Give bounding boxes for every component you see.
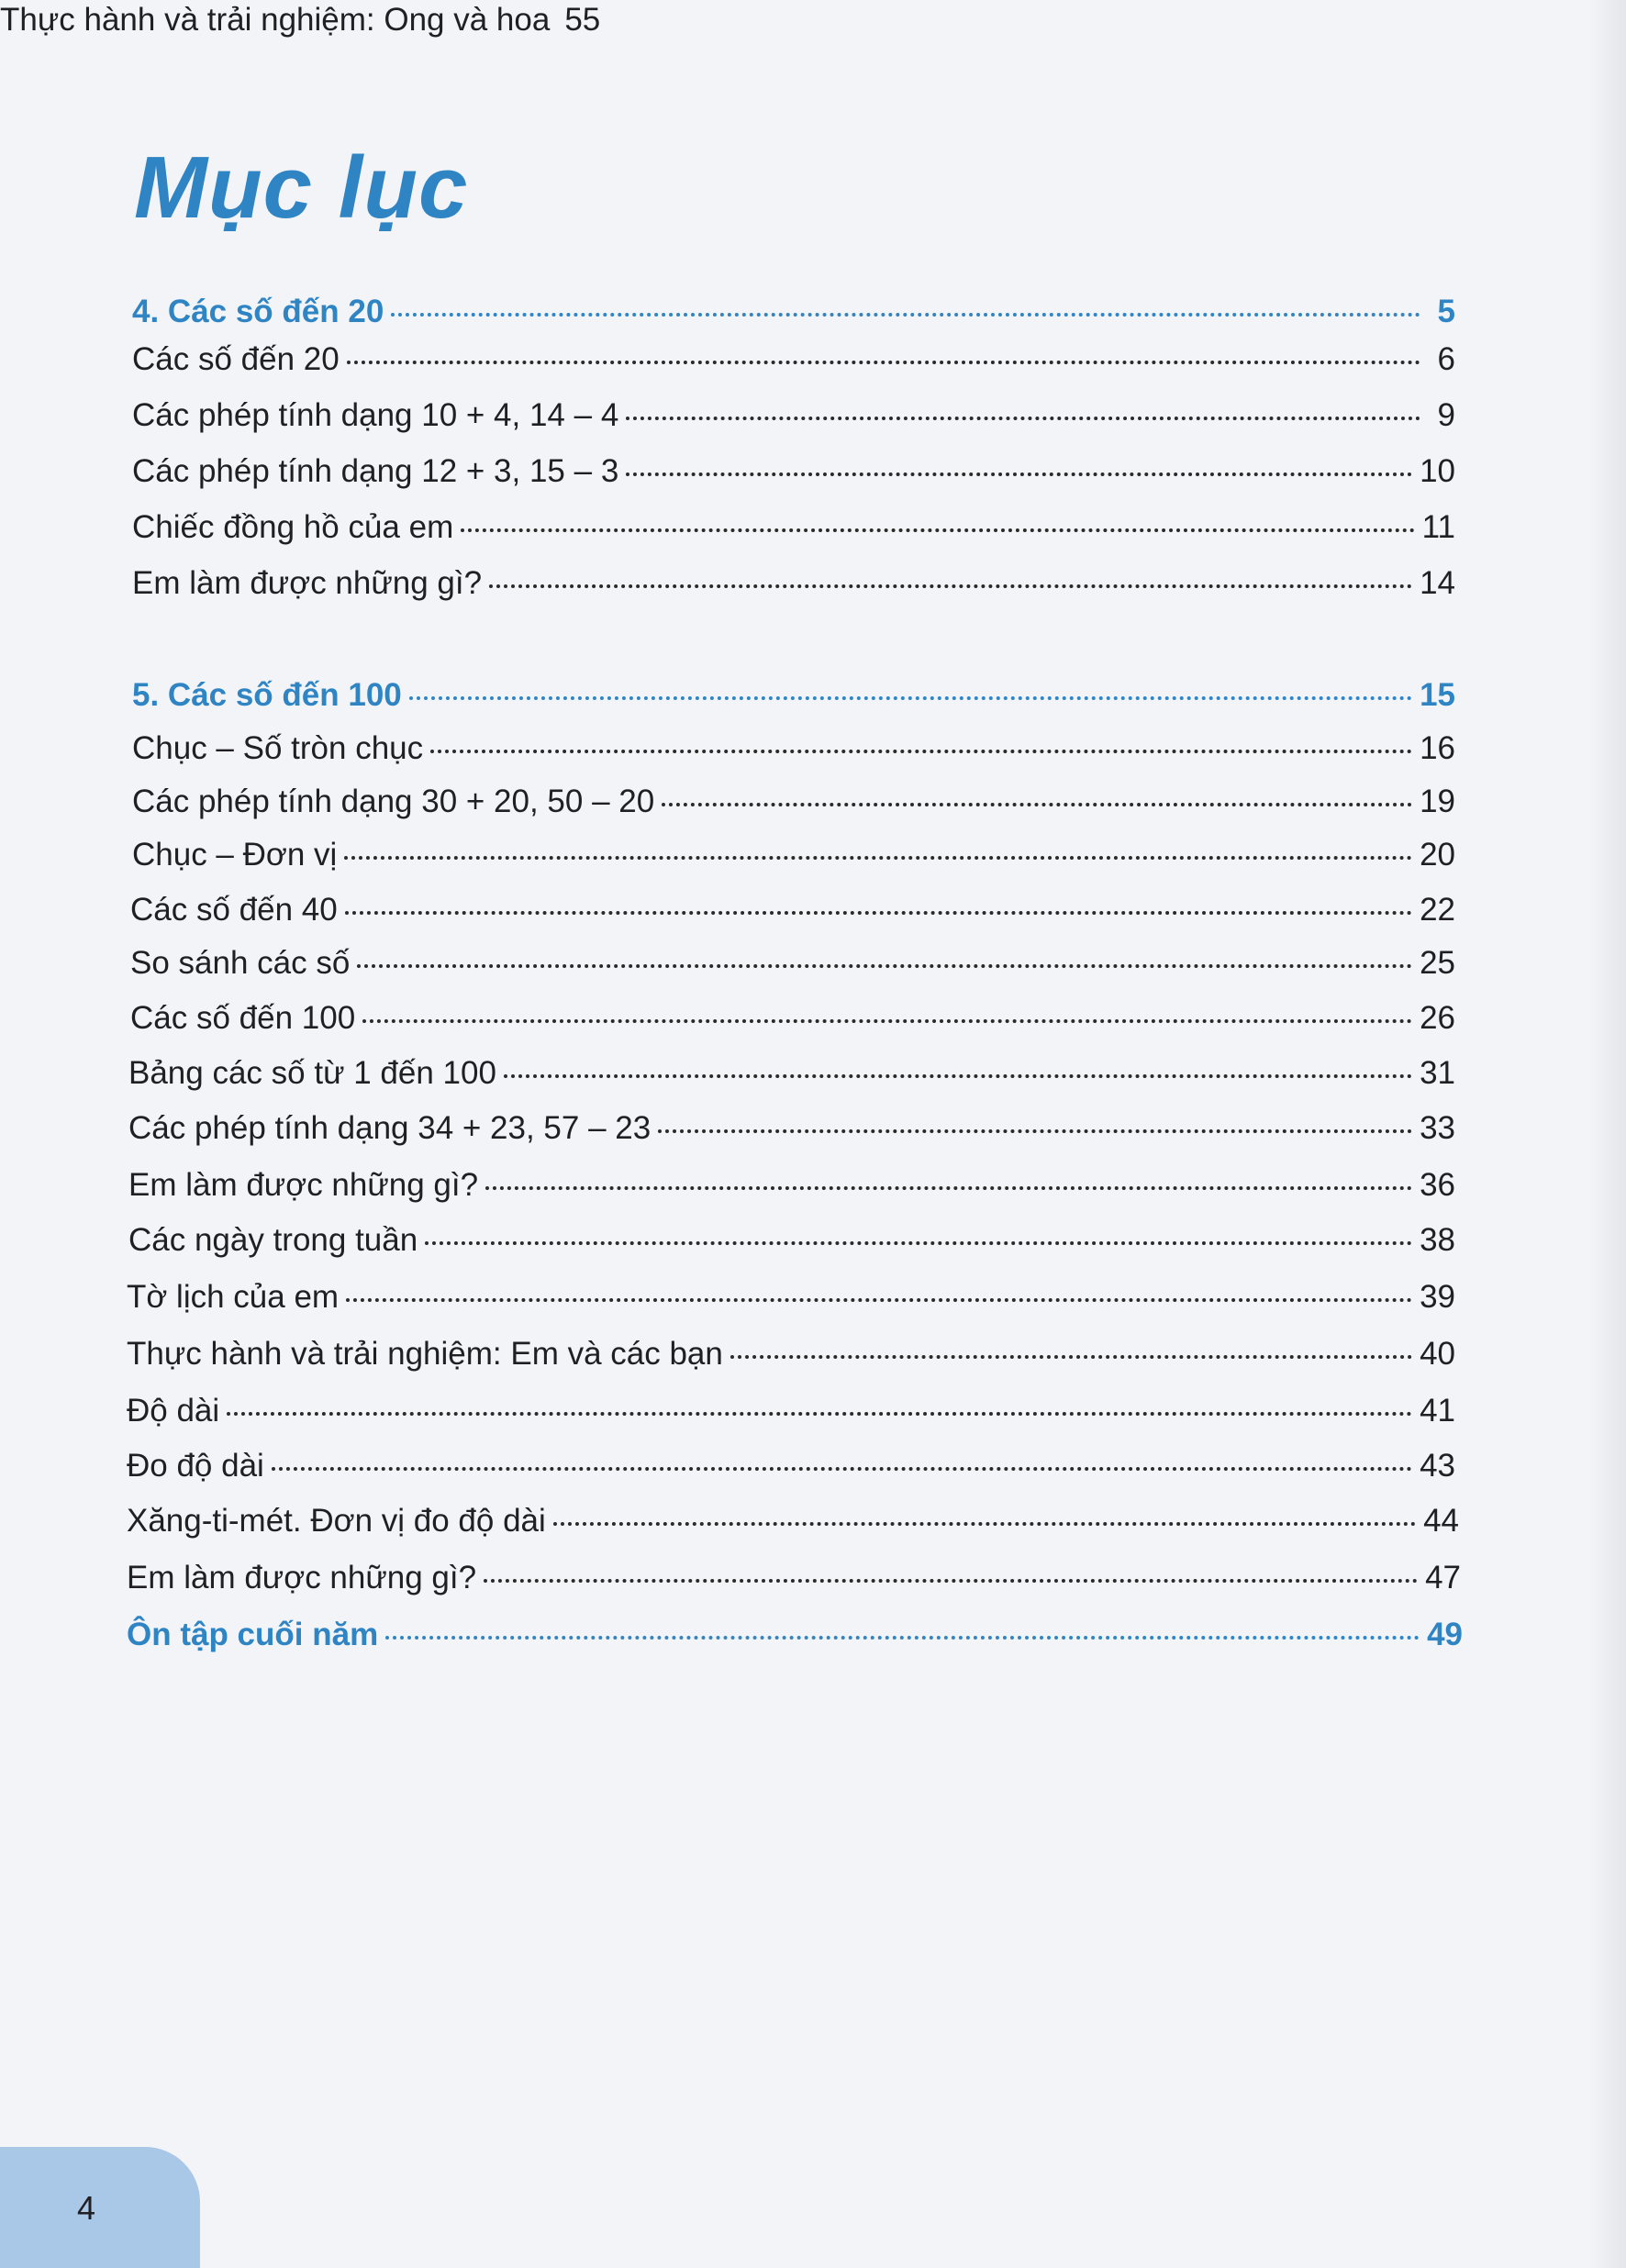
dot-leader <box>409 696 1412 700</box>
toc-entry-label: Chục – Đơn vị <box>132 837 338 873</box>
toc-entry-page: 11 <box>1421 509 1455 545</box>
toc-entry <box>132 339 1455 380</box>
toc-entry-label: 4. Các số đến 20 <box>132 294 384 329</box>
toc-entry-page: 33 <box>1420 1110 1455 1146</box>
dot-leader <box>362 1019 1412 1023</box>
toc-entry-label: Các phép tính dạng 10 + 4, 14 – 4 <box>132 397 619 433</box>
toc-entry-label: Em làm được những gì? <box>128 1167 479 1203</box>
toc-entry-page: 41 <box>1420 1393 1455 1429</box>
toc-entry <box>132 563 1455 604</box>
toc-entry <box>132 835 1455 875</box>
toc-entry <box>132 451 1455 492</box>
toc-entry <box>128 1053 1455 1094</box>
toc-entry-label: Xăng-ti-mét. Đơn vị đo độ dài <box>127 1503 546 1539</box>
toc-entry-page: 14 <box>1420 565 1455 601</box>
toc-entry <box>127 1501 1459 1541</box>
dot-leader <box>272 1467 1412 1471</box>
toc-entry-label: Các phép tính dạng 12 + 3, 15 – 3 <box>132 453 619 489</box>
toc-section-heading <box>132 292 1455 332</box>
dot-leader <box>504 1074 1412 1078</box>
dot-leader <box>489 584 1412 588</box>
dot-leader <box>730 1355 1412 1359</box>
dot-leader <box>626 472 1412 476</box>
toc-entry-label: Thực hành và trải nghiệm: Em và các bạn <box>127 1336 723 1372</box>
dot-leader <box>227 1412 1412 1416</box>
toc-entry-label: Các số đến 20 <box>132 341 340 377</box>
dot-leader <box>346 1298 1412 1302</box>
toc-entry-label: Em làm được những gì? <box>132 565 483 601</box>
dot-leader <box>553 1522 1416 1526</box>
toc-entry-label: Các số đến 40 <box>130 892 338 928</box>
toc-entry <box>128 1220 1455 1261</box>
toc-entry-page: 43 <box>1420 1448 1455 1484</box>
toc-entry <box>132 782 1455 822</box>
dot-leader <box>662 803 1412 806</box>
toc-entry <box>127 1277 1455 1317</box>
toc-entry-label: Đo độ dài <box>127 1448 264 1484</box>
toc-entry-page: 39 <box>1420 1279 1455 1315</box>
toc-entry-label: 5. Các số đến 100 <box>132 677 402 713</box>
toc-entry-page: 6 <box>1437 341 1455 377</box>
toc-entry-page: 22 <box>1420 892 1455 928</box>
dot-leader <box>345 911 1412 915</box>
toc-entry-page: 40 <box>1420 1336 1455 1372</box>
toc-entry <box>132 728 1455 769</box>
toc-entry-page: 44 <box>1423 1503 1459 1539</box>
page-number: 4 <box>77 2189 96 2227</box>
toc-entry-page: 10 <box>1420 453 1455 489</box>
toc-entry-page: 9 <box>1437 397 1455 433</box>
dot-leader <box>484 1579 1418 1583</box>
page-title: Mục lục <box>134 139 469 237</box>
dot-leader <box>430 750 1412 753</box>
toc-entry-label: Các số đến 100 <box>130 1000 356 1036</box>
toc-entry <box>127 1446 1455 1486</box>
toc-section-heading <box>132 675 1455 716</box>
toc-entry-page: 49 <box>1427 1617 1463 1652</box>
toc-entry-page: 26 <box>1420 1000 1455 1036</box>
dot-leader <box>357 964 1412 968</box>
toc-entry-label: Thực hành và trải nghiệm: Ong và hoa <box>0 2 551 38</box>
toc-entry-label: Em làm được những gì? <box>127 1560 477 1595</box>
toc-entry-label: Chiếc đồng hồ của em <box>132 509 454 545</box>
dot-leader <box>658 1129 1412 1133</box>
toc-entry-page: 38 <box>1420 1222 1455 1258</box>
toc-entry-label: Bảng các số từ 1 đến 100 <box>128 1055 496 1091</box>
toc-entry-page: 47 <box>1425 1560 1461 1595</box>
toc-entry <box>128 1165 1455 1206</box>
toc-entry-label: Các phép tính dạng 30 + 20, 50 – 20 <box>132 784 655 819</box>
toc-entry-label: Các phép tính dạng 34 + 23, 57 – 23 <box>128 1110 652 1146</box>
toc-entry <box>127 1334 1455 1374</box>
toc-entry <box>132 395 1455 436</box>
dot-leader <box>626 417 1420 420</box>
toc-entry <box>0 0 600 40</box>
toc-entry-page: 16 <box>1420 730 1455 766</box>
dot-leader <box>385 1636 1420 1640</box>
toc-entry-page: 19 <box>1420 784 1455 819</box>
page-edge-shadow <box>1589 0 1626 2268</box>
dot-leader <box>425 1241 1412 1245</box>
toc-entry-label: So sánh các số <box>130 945 351 981</box>
dot-leader <box>344 856 1412 860</box>
toc-entry-label: Ôn tập cuối năm <box>127 1617 379 1652</box>
toc-entry-label: Các ngày trong tuần <box>128 1222 418 1258</box>
toc-entry <box>127 1558 1461 1598</box>
toc-entry-label: Chục – Số tròn chục <box>132 730 424 766</box>
dot-leader <box>485 1186 1412 1190</box>
toc-entry-page: 31 <box>1420 1055 1455 1091</box>
toc-entry <box>130 943 1455 984</box>
toc-section-heading <box>127 1615 1463 1655</box>
toc-entry-page: 5 <box>1437 294 1455 329</box>
toc-entry <box>128 1108 1455 1149</box>
toc-entry <box>130 998 1455 1039</box>
page-corner-tab <box>0 2147 200 2268</box>
toc-entry <box>132 507 1455 548</box>
toc-entry-page: 55 <box>564 2 601 38</box>
dot-leader <box>347 361 1420 364</box>
toc-entry-page: 36 <box>1420 1167 1455 1203</box>
toc-entry <box>130 890 1455 930</box>
toc-entry-label: Tờ lịch của em <box>127 1279 340 1315</box>
toc-entry-page: 15 <box>1420 677 1455 713</box>
toc-entry-label: Độ dài <box>127 1393 220 1429</box>
dot-leader <box>461 528 1414 532</box>
toc-entry-page: 25 <box>1420 945 1455 981</box>
toc-entry-page: 20 <box>1420 837 1455 873</box>
dot-leader <box>391 313 1420 317</box>
toc-entry <box>127 1391 1455 1431</box>
